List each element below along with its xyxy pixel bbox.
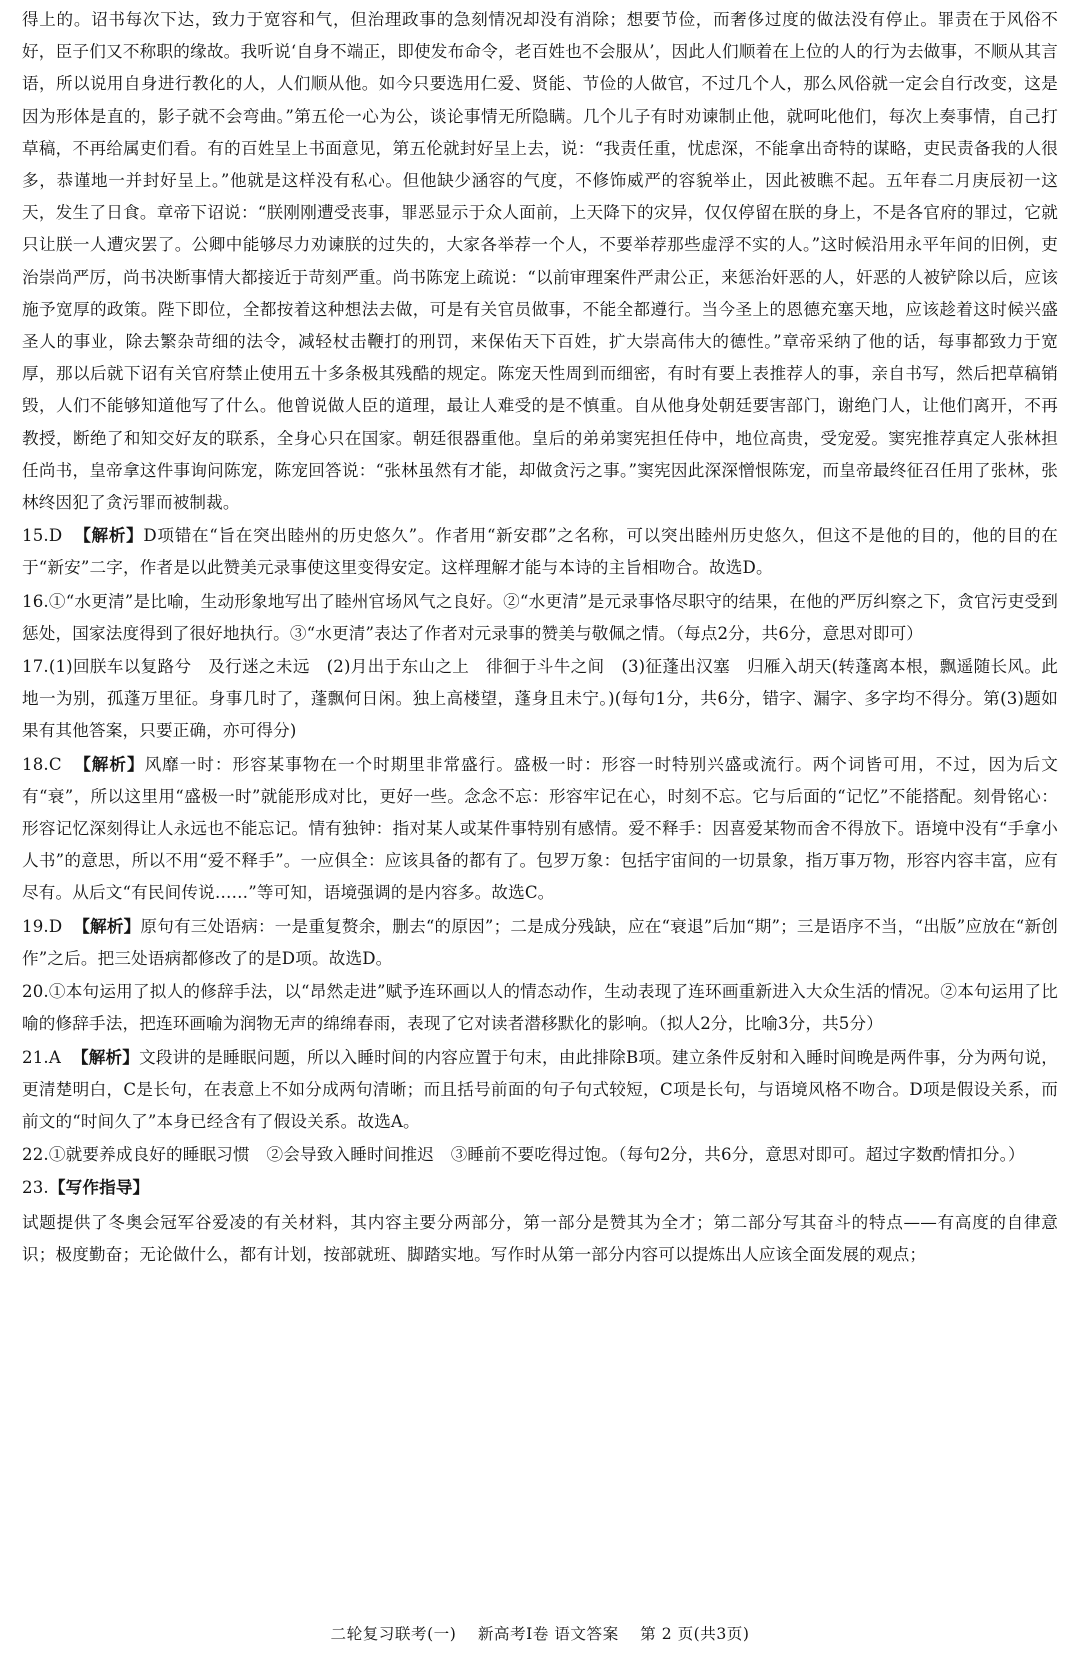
writing-guide-text: 试题提供了冬奥会冠军谷爱凌的有关材料，其内容主要分两部分，第一部分是赞其为全才；第二部分写其奋斗的特点——有高度的自律意识；极度勤奋；无论做什么，都有计划，按部就班、脚踏实地。写作时从第一部分内容可以提炼出人应该全面发展的观点；	[22, 1212, 1058, 1264]
answer-16	[22, 585, 1058, 650]
writing-guide-tag: 【写作指导】	[48, 1177, 150, 1198]
answer-number: 20.	[22, 982, 49, 1002]
answer-19	[22, 910, 1058, 975]
analysis-tag: 【解析】	[71, 1046, 140, 1067]
analysis-tag: 【解析】	[74, 525, 144, 546]
answer-text: 原句有三处语病：一是重复赘余，删去“的原因”；二是成分残缺，应在“衰退”后加“期”；三是语序不当，“出版”应放在“新创作”之后。把三处语病都修改了的是D项。故选D。	[22, 916, 1058, 968]
footer-page-number: 第 2 页(共3页)	[640, 1625, 750, 1643]
answer-number: 15.D	[22, 526, 63, 546]
answer-number: 22.	[22, 1145, 49, 1165]
answer-15	[22, 519, 1058, 584]
answer-text: ①就要养成良好的睡眠习惯 ②会导致入睡时间推迟 ③睡前不要吃得过饱。（每句2分，共6分，意思对即可。超过字数酌情扣分。）	[48, 1145, 1025, 1165]
answer-23	[22, 1171, 1058, 1271]
analysis-tag: 【解析】	[73, 915, 141, 936]
answer-18	[22, 748, 1058, 910]
answer-text: D项错在“旨在突出睦州的历史悠久”。作者用“新安郡”之名称，可以突出睦州历史悠久，但这不是他的目的，他的目的在于“新安”二字，作者是以此赞美元录事使这里变得安定。这样理解才能与本诗的主旨相吻合。故选D。	[22, 526, 1058, 578]
answer-20	[22, 975, 1058, 1040]
answer-text: (1)回朕车以复路兮 及行迷之未远 (2)月出于东山之上 徘徊于斗牛之间 (3)征蓬出汉塞 归雁入胡天(转蓬离本根，飘遥随长风。此地一为别，孤蓬万里征。身事几时了，蓬飘何日闲。独上高楼望，蓬身且未宁。)(每句1分，共6分，错字、漏字、多字均不得分。第(3)题如果有其他答案，只要正确，亦可得分)	[22, 657, 1058, 741]
answer-text: ①本句运用了拟人的修辞手法，以“昂然走进”赋予连环画以人的情态动作，生动表现了连环画重新进入大众生活的情况。②本句运用了比喻的修辞手法，把连环画喻为润物无声的绵绵春雨，表现了它对读者潜移默化的影响。（拟人2分，比喻3分，共5分）	[22, 982, 1058, 1034]
answer-number: 17.	[22, 657, 49, 677]
answer-22	[22, 1138, 1058, 1171]
answer-21	[22, 1041, 1058, 1139]
answer-17	[22, 650, 1058, 748]
answer-number: 18.C	[22, 754, 62, 774]
translation-paragraph: 得上的。诏书每次下达，致力于宽容和气，但治理政事的急刻情况却没有消除；想要节俭，而奢侈过度的做法没有停止。罪责在于风俗不好，臣子们又不称职的缘故。我听说‘自身不端正，即使发布命令，老百姓也不会服从’，因此人们顺着在上位的人的行为去做事，不顺从其言语，所以说用自身进行教化的人，人们顺从他。如今只要选用仁爱、贤能、节俭的人做官，不过几个人，那么风俗就一定会自行改变，这是因为形体是直的，影子就不会弯曲。”第五伦一心为公，谈论事情无所隐瞒。几个儿子有时劝谏制止他，就呵叱他们，每次上奏事情，自己打草稿，不再给属吏们看。有的百姓呈上书面意见，第五伦就封好呈上去，说：“我责任重，忧虑深，不能拿出奇特的谋略，吏民责备我的人很多，恭谨地一并封好呈上。”他就是这样没有私心。但他缺少涵容的气度，不修饰威严的容貌举止，因此被瞧不起。五年春二月庚辰初一这天，发生了日食。章帝下诏说：“朕刚刚遭受丧事，罪恶显示于众人面前，上天降下的灾异，仅仅停留在朕的身上，不是各官府的罪过，它就只让朕一人遭灾罢了。公卿中能够尽力劝谏朕的过失的，大家各举荐一个人，不要举荐那些虚浮不实的人。”这时候沿用永平年间的旧例，吏治崇尚严厉，尚书决断事情大都接近于苛刻严重。尚书陈宠上疏说：“以前审理案件严肃公正，来惩治奸恶的人，奸恶的人被铲除以后，应该施予宽厚的政策。陛下即位，全都按着这种想法去做，可是有关官员做事，不能全都遵行。当今圣上的恩德充塞天地，应该趁着这时候兴盛圣人的事业，除去繁杂苛细的法令，减轻杖击鞭打的刑罚，来保佑天下百姓，扩大崇高伟大的德性。”章帝采纳了他的话，每事都致力于宽厚，那以后就下诏有关官府禁止使用五十多条极其残酷的规定。陈宠天性周到而细密，有时有要上表推荐人的事，亲自书写，然后把草稿销毁，人们不能够知道他写了什么。他曾说做人臣的道理，最让人难受的是不慎重。自从他身处朝廷要害部门，谢绝门人，让他们离开，不再教授，断绝了和知交好友的联系，全身心只在国家。朝廷很器重他。皇后的弟弟窦宪担任侍中，地位高贵，受宠爱。窦宪推荐真定人张林担任尚书，皇帝拿这件事询问陈宠，陈宠回答说：“张林虽然有才能，却做贪污之事。”窦宪因此深深憎恨陈宠，而皇帝最终征召任用了张林，张林终因犯了贪污罪而被制裁。	[22, 10, 1058, 513]
answer-number: 16.	[22, 591, 49, 611]
page-footer	[0, 1622, 1080, 1644]
answer-number: 23.	[22, 1178, 49, 1198]
answer-text: 文段讲的是睡眠问题，所以入睡时间的内容应置于句末，由此排除B项。建立条件反射和入睡时间晚是两件事，分为两句说，更清楚明白，C是长句，在表意上不如分成两句清晰；而且括号前面的句子句式较短，C项是长句，与语境风格不吻合。D项是假设关系，而前文的“时间久了”本身已经含有了假设关系。故选A。	[22, 1047, 1058, 1131]
answer-number: 21.A	[22, 1047, 61, 1067]
answer-text: ①“水更清”是比喻，生动形象地写出了睦州官场风气之良好。②“水更清”是元录事恪尽职守的结果，在他的严厉纠察之下，贪官污吏受到惩处，国家法度得到了很好地执行。③“水更清”表达了作者对元录事的赞美与敬佩之情。（每点2分，共6分，意思对即可）	[22, 591, 1058, 643]
analysis-tag: 【解析】	[74, 753, 145, 774]
footer-exam-name: 二轮复习联考(一)	[330, 1625, 457, 1643]
answer-text: 风靡一时：形容某事物在一个时期里非常盛行。盛极一时：形容一时特别兴盛或流行。两个词皆可用，不过，因为后文有“衰”，所以这里用“盛极一时”就能形成对比，更好一些。念念不忘：形容牢记在心，时刻不忘。它与后面的“记忆”不能搭配。刻骨铭心：形容记忆深刻得让人永远也不能忘记。情有独钟：指对某人或某件事特别有感情。爱不释手：因喜爱某物而舍不得放下。语境中没有“手拿小人书”的意思，所以不用“爱不释手”。一应俱全：应该具备的都有了。包罗万象：包括宇宙间的一切景象，指万事万物，形容内容丰富，应有尽有。从后文“有民间传说……”等可知，语境强调的是内容多。故选C。	[22, 754, 1058, 903]
answer-number: 19.D	[22, 916, 63, 936]
footer-paper-name: 新高考Ⅰ卷 语文答案	[477, 1625, 619, 1643]
